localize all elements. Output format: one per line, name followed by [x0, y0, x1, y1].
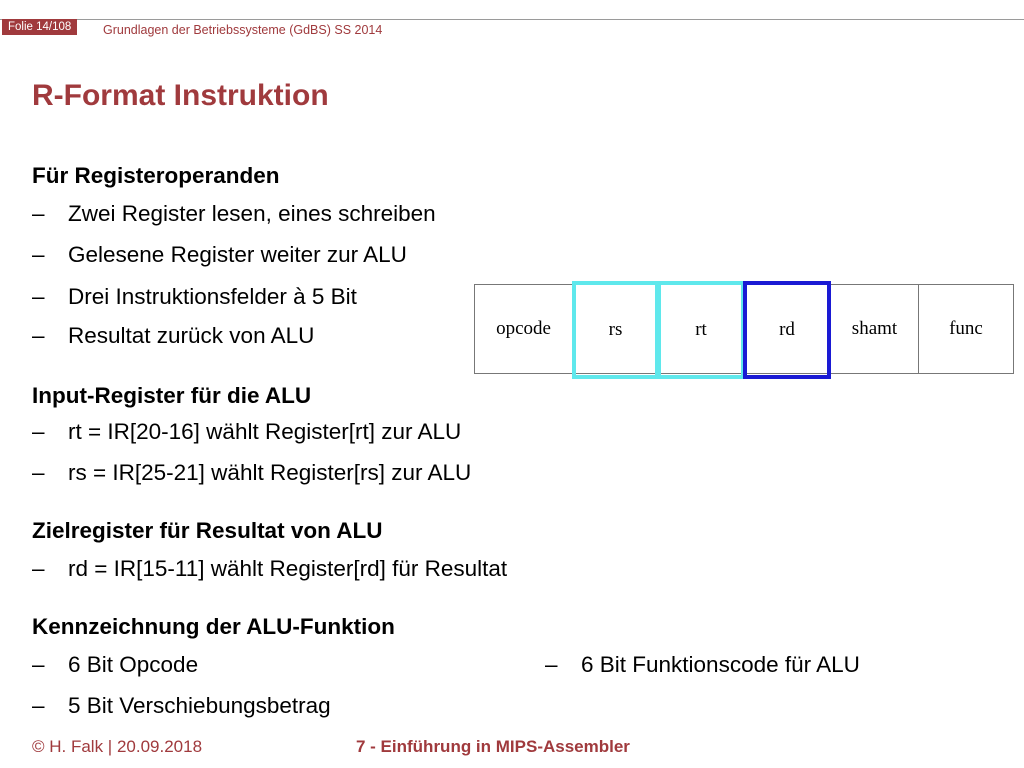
course-title: Grundlagen der Betriebssysteme (GdBS) SS 2014	[103, 23, 383, 37]
bullet-dash: –	[545, 652, 558, 677]
bullet-dash: –	[32, 419, 45, 444]
bullet-text: Gelesene Register weiter zur ALU	[68, 242, 407, 267]
bullet-dash: –	[32, 242, 45, 267]
section-heading-input-registers: Input-Register für die ALU	[32, 383, 312, 408]
bullet-text: 6 Bit Funktionscode für ALU	[581, 652, 860, 677]
header-rule	[0, 19, 1024, 20]
bullet-dash: –	[32, 652, 45, 677]
field-rs: rs	[572, 281, 659, 379]
bullet-text: 6 Bit Opcode	[68, 652, 199, 677]
footer-author: © H. Falk | 20.09.2018	[32, 737, 203, 756]
bullet-dash: –	[32, 460, 45, 485]
slide-number-badge: Folie 14/108	[2, 19, 77, 35]
r-format-instruction-diagram	[474, 284, 1014, 374]
bullet-dash: –	[32, 201, 45, 226]
field-rd: rd	[743, 281, 831, 379]
bullet-text: Resultat zurück von ALU	[68, 323, 315, 348]
field-opcode: opcode	[475, 285, 573, 373]
bullet-text: Drei Instruktionsfelder à 5 Bit	[68, 284, 357, 309]
bullet-dash: –	[32, 693, 45, 718]
bullet-text: Zwei Register lesen, eines schreiben	[68, 201, 436, 226]
bullet-text: rt = IR[20-16] wählt Register[rt] zur ALU	[68, 419, 462, 444]
section-heading-alu-function: Kennzeichnung der ALU-Funktion	[32, 614, 395, 639]
bullet-dash: –	[32, 556, 45, 581]
slide-title: R-Format Instruktion	[32, 79, 329, 112]
bullet-text: rd = IR[15-11] wählt Register[rd] für Resultat	[68, 556, 508, 581]
section-heading-target-register: Zielregister für Resultat von ALU	[32, 518, 383, 543]
bullet-text: 5 Bit Verschiebungsbetrag	[68, 693, 331, 718]
bullet-dash: –	[32, 284, 45, 309]
field-func: func	[949, 318, 983, 339]
field-rt: rt	[657, 281, 745, 379]
field-shamt: shamt	[831, 285, 919, 373]
bullet-text: rs = IR[25-21] wählt Register[rs] zur ALU	[68, 460, 472, 485]
section-heading-register-operands: Für Registeroperanden	[32, 163, 280, 188]
bullet-dash: –	[32, 323, 45, 348]
footer-chapter: 7 - Einführung in MIPS-Assembler	[356, 737, 630, 756]
